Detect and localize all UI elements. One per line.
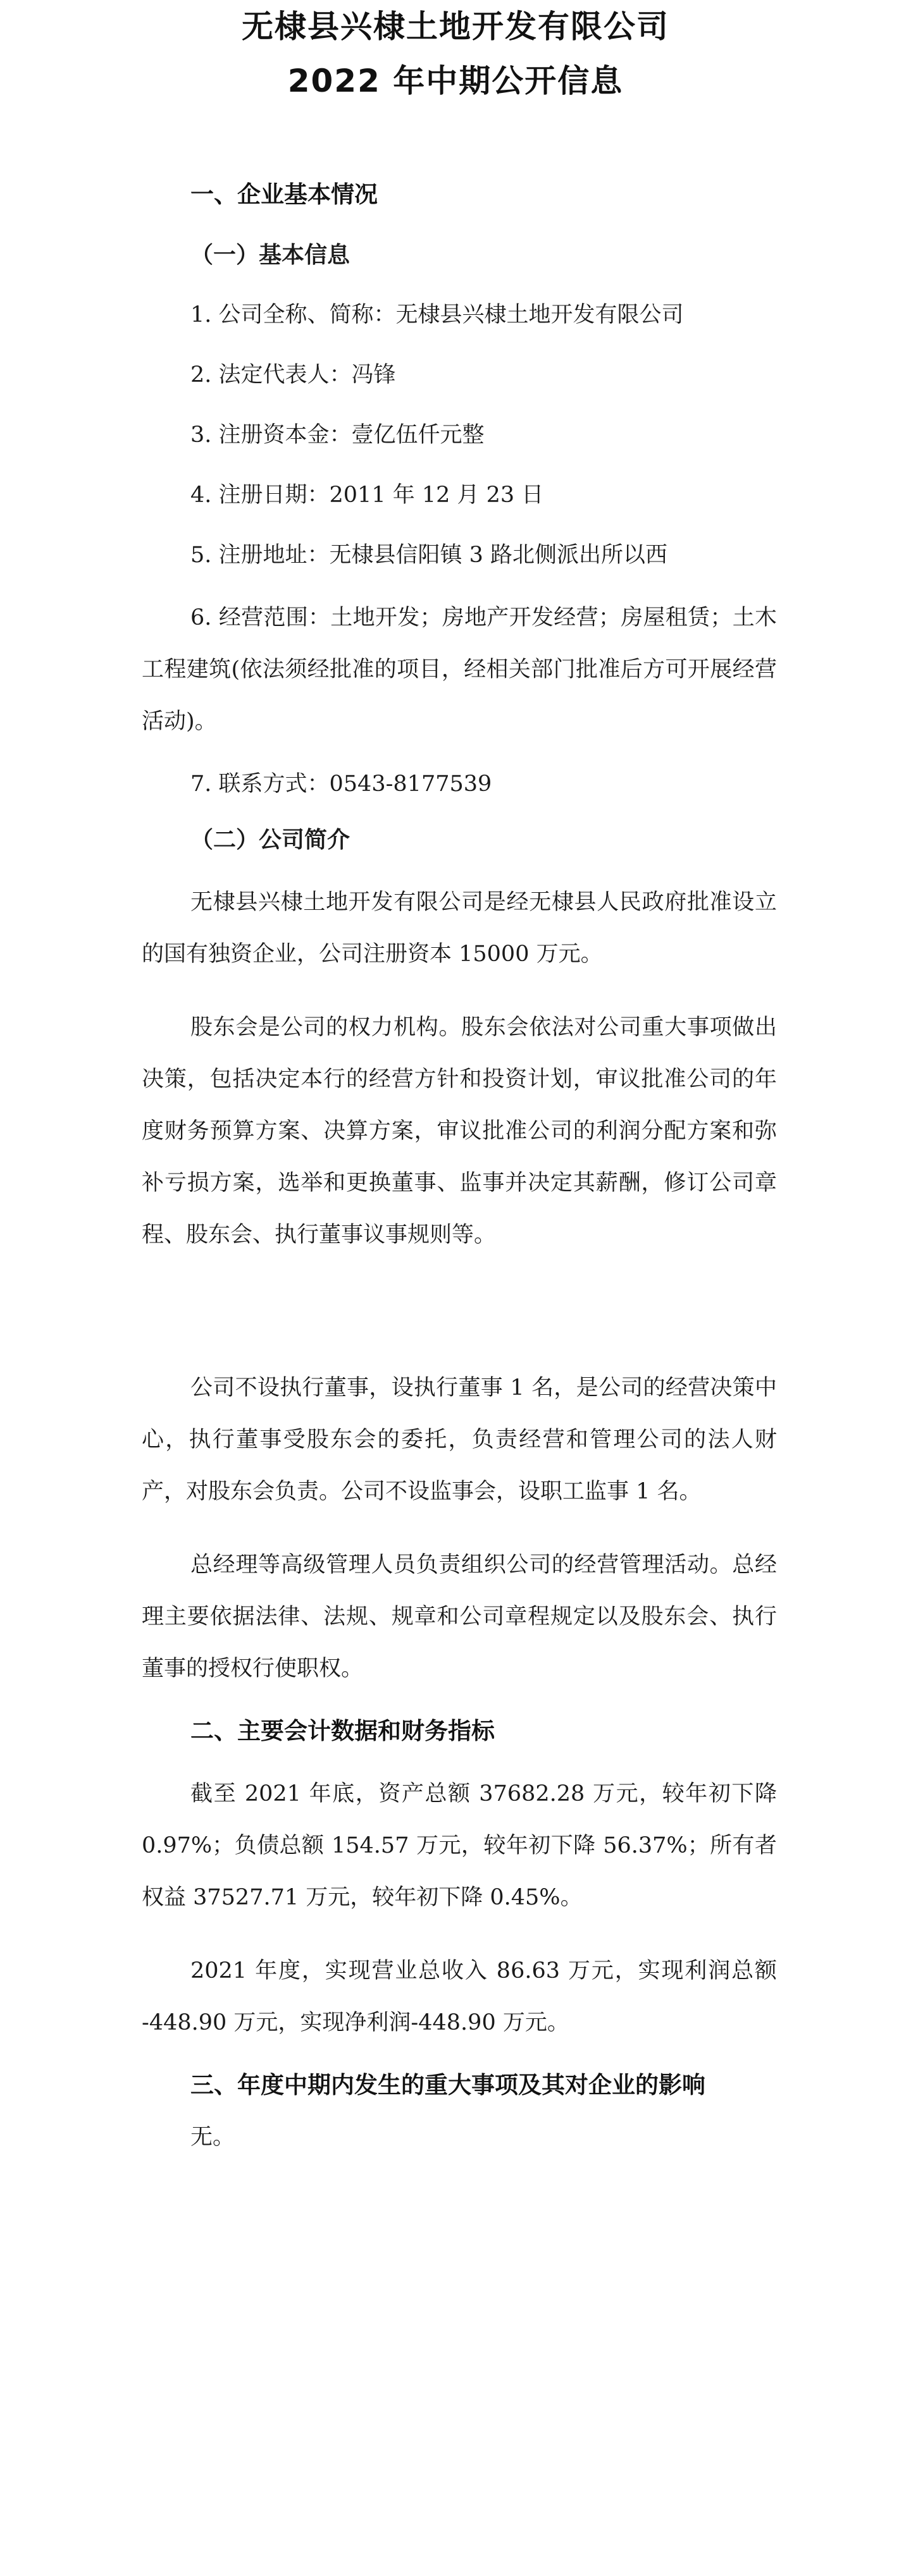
section1-heading: 一、企业基本情况	[190, 181, 378, 208]
info-item-registered-address: 5. 注册地址：无棣县信阳镇 3 路北侧派出所以西	[190, 543, 668, 568]
info-item-company-name: 1. 公司全称、简称：无棣县兴棣土地开发有限公司	[190, 302, 684, 328]
general-manager-paragraph: 总经理等高级管理人员负责组织公司的经营管理活动。总经理主要依据法律、法规、规章和公司章程规定以及股东会、执行董事的授权行使职权。	[142, 1552, 777, 1681]
document-title-company: 无棣县兴棣土地开发有限公司	[242, 8, 669, 45]
section3-heading: 三、年度中期内发生的重大事项及其对企业的影响	[190, 2071, 705, 2099]
shareholders-paragraph: 股东会是公司的权力机构。股东会依法对公司重大事项做出决策，包括决定本行的经营方针和投资计划，审议批准公司的年度财务预算方案、决算方案，审议批准公司的利润分配方案和弥补亏损方案，选举和更换董事、监事并决定其薪酬，修订公司章程、股东会、执行董事议事规则等。	[142, 1015, 777, 1248]
financial-position-paragraph: 截至 2021 年底，资产总额 37682.28 万元，较年初下降 0.97%；负债总额 154.57 万元，较年初下降 56.37%；所有者权益 37527.71 万元，较年初下降 0.45%。	[142, 1781, 777, 1910]
major-events-text: 无。	[190, 2125, 235, 2150]
info-item-legal-representative: 2. 法定代表人：冯锋	[190, 362, 396, 388]
info-item-contact: 7. 联系方式：0543-8177539	[190, 771, 492, 797]
section2-heading: 二、主要会计数据和财务指标	[190, 1717, 495, 1745]
info-item-business-scope: 6. 经营范围：土地开发；房地产开发经营；房屋租赁；土木工程建筑(依法须经批准的项目，经相关部门批准后方可开展经营活动)。	[142, 605, 777, 734]
document-title-report: 2022 年中期公开信息	[287, 63, 624, 99]
basic-info-subheading: （一）基本信息	[190, 242, 350, 268]
company-profile-subheading: （二）公司简介	[190, 826, 350, 853]
info-item-registration-date: 4. 注册日期：2011 年 12 月 23 日	[190, 482, 544, 508]
operating-results-paragraph: 2021 年度，实现营业总收入 86.63 万元，实现利润总额 -448.90 万元，实现净利润-448.90 万元。	[142, 1958, 777, 2035]
profile-paragraph: 无棣县兴棣土地开发有限公司是经无棣县人民政府批准设立的国有独资企业，公司注册资本 15000 万元。	[142, 890, 777, 967]
executive-director-paragraph: 公司不设执行董事，设执行董事 1 名，是公司的经营决策中心，执行董事受股东会的委托，负责经营和管理公司的法人财产，对股东会负责。公司不设监事会，设职工监事 1 名。	[142, 1375, 777, 1504]
document-body	[142, 180, 777, 2152]
info-item-registered-capital: 3. 注册资本金：壹亿伍仟元整	[190, 422, 485, 448]
